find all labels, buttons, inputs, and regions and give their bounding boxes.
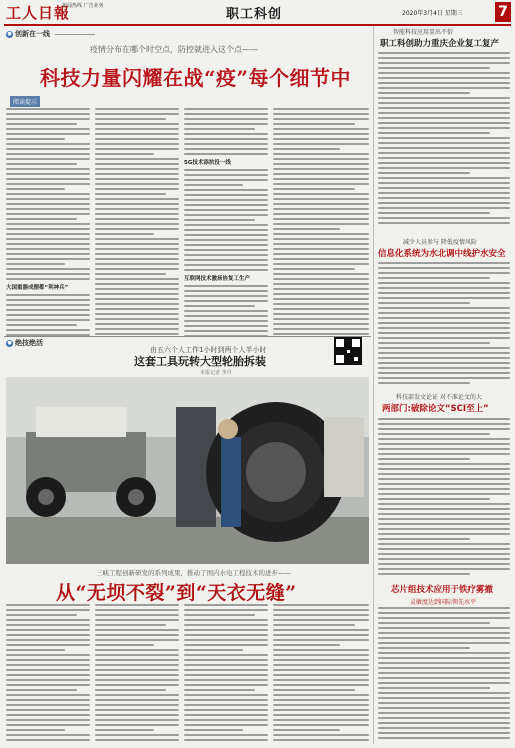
right-item3-kicker: 科技部发文论证 对不准论文的大 (396, 394, 482, 401)
column-tag-innovation (6, 29, 95, 39)
column-tag-icon: ● (7, 339, 12, 346)
reader-tip-badge: 阅读提示 (10, 96, 40, 107)
middle-feature-byline: 本报记者 李丹 (200, 370, 232, 376)
column-tag-rule (55, 34, 95, 35)
column-tag-label: 创新在一线 (15, 30, 50, 38)
right-item3-headline: 两部门:破除论文“SCI至上” (382, 404, 489, 414)
masthead (4, 2, 511, 26)
right-item1-kicker: 智能科技应用显出不俗 (393, 29, 454, 36)
subhead-1: 大国重器成摆都“利神兵” (6, 285, 69, 291)
right-item1-headline: 职工科创助力重庆企业复工复产 (380, 39, 500, 49)
middle-feature-headline: 这套工具玩转大型轮胎拆装 (134, 355, 266, 368)
column-tag-label: 绝技绝活 (15, 339, 43, 347)
qr-code (334, 337, 362, 365)
section-divider (4, 336, 371, 337)
top-feature-headline: 科技力量闪耀在战“疫”每个细节中 (40, 66, 352, 90)
right-item1-body (378, 52, 510, 230)
section-title: 职工科创 (226, 7, 283, 22)
page-number: 7 (495, 2, 511, 22)
issue-date: 2020年3月4日 星期三 (402, 10, 463, 17)
bottom-feature-headline: 从“无坝不裂”到“天衣无缝” (56, 582, 297, 604)
column-tag-icon: ● (7, 30, 12, 37)
middle-feature-kicker: 由五六个人工作1小时到两个人半小时 (150, 346, 267, 354)
column-separator (373, 26, 374, 744)
top-feature-column-4 (273, 108, 369, 336)
top-feature-column-1 (6, 108, 90, 336)
right-item2-kicker: 减少人员参与 降低疫情风险 (403, 239, 477, 246)
bottom-feature-kicker: 三峡工程创新研发的系列成果，推动了国内水电工程技术的进步—— (96, 569, 291, 577)
top-feature-column-3 (184, 108, 268, 336)
right-item4-body (378, 607, 510, 744)
column-tag-skills (6, 338, 43, 348)
newspaper-logo: 工人日報 (6, 4, 71, 22)
subhead-2: 5G技术添抗役一线 (184, 160, 231, 166)
right-item4-headline: 芯片组技术应用于铁疗雾撤 (391, 585, 494, 595)
subhead-3: 互联网技术激扬协复工生产 (184, 276, 251, 282)
masthead-contact: 新闻热线 广告业务 (62, 3, 104, 9)
top-feature-kicker: 疫情分布在哪个时空点，防控就进入这个点—— (90, 45, 258, 54)
right-item2-headline: 信息化系统为水北调中线护水安全 (378, 249, 506, 259)
bottom-feature-column-1 (6, 604, 90, 744)
photo-tire-assembly (6, 377, 369, 564)
bottom-feature-column-3 (184, 604, 268, 744)
right-item2-body (378, 262, 510, 385)
right-item4-subheadline: 灵敏度达到国际领先水平 (410, 599, 477, 606)
bottom-feature-column-2 (95, 604, 179, 744)
right-item3-body (378, 418, 510, 578)
top-feature-column-2 (95, 108, 179, 336)
bottom-feature-column-4 (273, 604, 369, 744)
